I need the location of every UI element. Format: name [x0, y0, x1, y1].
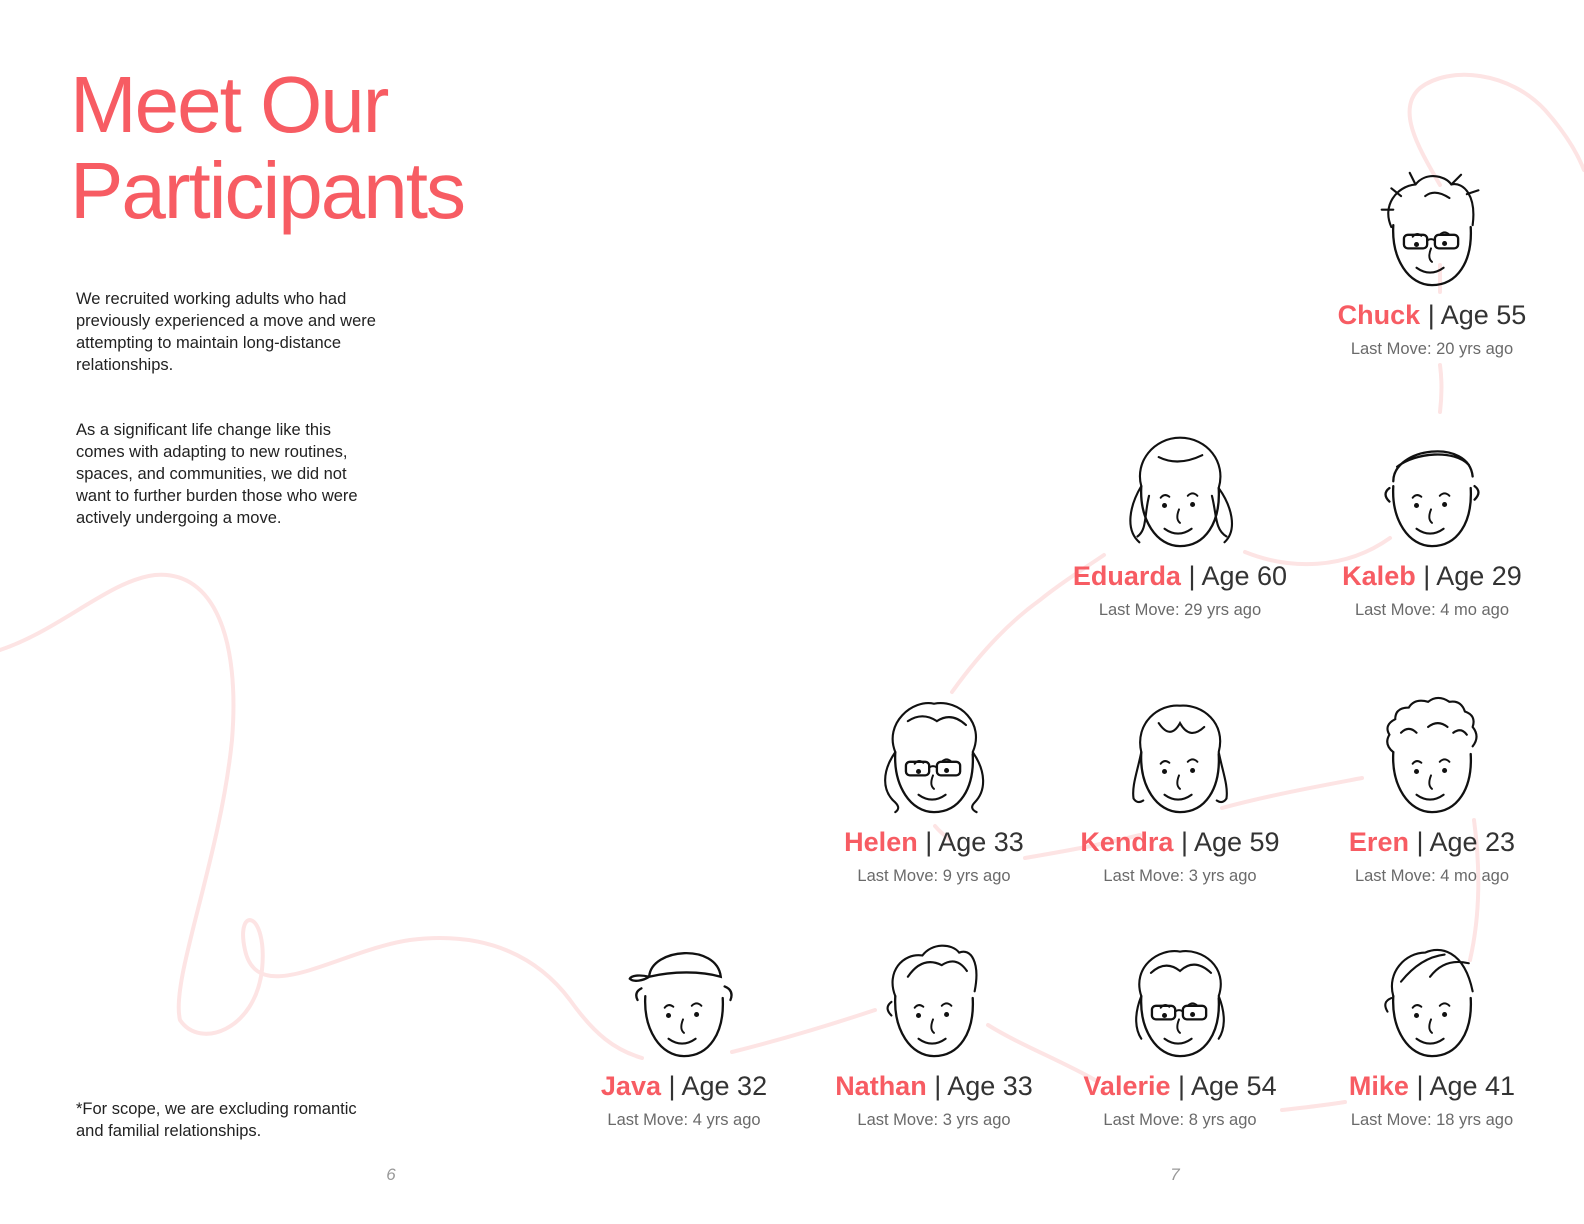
participant-caption: Chuck | Age 55 [1337, 300, 1527, 330]
participant-card [1312, 165, 1552, 385]
participant-name: Eren [1348, 827, 1409, 857]
participant-caption: Java | Age 32 [600, 1071, 768, 1101]
participant-name: Mike [1348, 1071, 1409, 1101]
participant-last-move: Last Move: 8 yrs ago [1103, 1111, 1257, 1129]
participant-card [1312, 692, 1552, 912]
participant-name: Kaleb [1342, 561, 1416, 591]
participant-last-move: Last Move: 3 yrs ago [857, 1111, 1011, 1129]
participant-age: Age 60 [1201, 561, 1288, 591]
participant-last-move: Last Move: 4 yrs ago [607, 1111, 761, 1129]
participant-card [1312, 426, 1552, 646]
participant-card [814, 936, 1054, 1156]
participant-caption: Valerie | Age 54 [1083, 1071, 1277, 1101]
participant-name: Helen [844, 827, 918, 857]
title-line-2: Participants [70, 146, 464, 235]
participant-age: Age 29 [1436, 561, 1522, 591]
face-long-wavy-hair-icon [1120, 426, 1240, 554]
participant-last-move: Last Move: 29 yrs ago [1098, 601, 1262, 619]
participant-name: Kendra [1080, 827, 1174, 857]
participant-age: Age 41 [1429, 1071, 1516, 1101]
page-title [70, 62, 464, 234]
face-swept-hair-icon [1372, 936, 1492, 1064]
participant-age: Age 33 [938, 827, 1024, 857]
page-number-left: 6 [386, 1165, 396, 1184]
face-cap-icon [1372, 426, 1492, 554]
face-glasses-wavy-hair-icon [1120, 936, 1240, 1064]
participant-caption: Kendra | Age 59 [1080, 827, 1280, 857]
participant-caption: Mike | Age 41 [1348, 1071, 1516, 1101]
participant-age: Age 54 [1191, 1071, 1277, 1101]
participant-name: Nathan [835, 1071, 927, 1101]
face-wavy-hair-icon [874, 936, 994, 1064]
participant-name: Valerie [1083, 1071, 1171, 1101]
participant-last-move: Last Move: 3 yrs ago [1103, 867, 1257, 885]
participant-card [814, 692, 1054, 912]
participant-last-move: Last Move: 18 yrs ago [1350, 1111, 1514, 1129]
participant-age: Age 33 [947, 1071, 1033, 1101]
participant-last-move: Last Move: 20 yrs ago [1350, 340, 1514, 358]
participant-card [1060, 936, 1300, 1156]
participant-last-move: Last Move: 9 yrs ago [857, 867, 1011, 885]
participant-age: Age 59 [1193, 827, 1280, 857]
face-glasses-curly-hair-icon [874, 692, 994, 820]
participant-last-move: Last Move: 4 mo ago [1354, 867, 1510, 885]
participant-card [1060, 426, 1300, 646]
rationale-paragraph: As a significant life change like this comes with adapting to new routines, spaces, and communities, we did not want to further burden those who were actively undergoing a move. [76, 421, 358, 527]
title-line-1: Meet Our [70, 60, 388, 149]
participant-age: Age 55 [1440, 300, 1527, 330]
intro-paragraph: We recruited working adults who had previously experienced a move and were attempting to maintain long-distance relationships. [76, 290, 376, 374]
page-number-right: 7 [1170, 1165, 1180, 1184]
participant-card [564, 936, 804, 1156]
face-glasses-messy-hair-icon [1372, 165, 1492, 293]
participant-caption: Nathan | Age 33 [835, 1071, 1033, 1101]
participant-caption: Eren | Age 23 [1348, 827, 1516, 857]
participant-caption: Eduarda | Age 60 [1072, 561, 1288, 591]
participant-age: Age 23 [1429, 827, 1516, 857]
face-bob-hair-icon [1120, 692, 1240, 820]
participant-caption: Helen | Age 33 [844, 827, 1024, 857]
scope-footnote: *For scope, we are excluding romantic and familial relationships. [76, 1100, 357, 1140]
participant-name: Eduarda [1072, 561, 1181, 591]
participant-name: Java [600, 1071, 661, 1101]
participant-card [1312, 936, 1552, 1156]
face-baseball-cap-icon [624, 936, 744, 1064]
face-curly-hair-icon [1372, 692, 1492, 820]
participant-name: Chuck [1337, 300, 1421, 330]
participant-card [1060, 692, 1300, 912]
participant-caption: Kaleb | Age 29 [1342, 561, 1522, 591]
participant-last-move: Last Move: 4 mo ago [1354, 601, 1510, 619]
participant-age: Age 32 [681, 1071, 768, 1101]
